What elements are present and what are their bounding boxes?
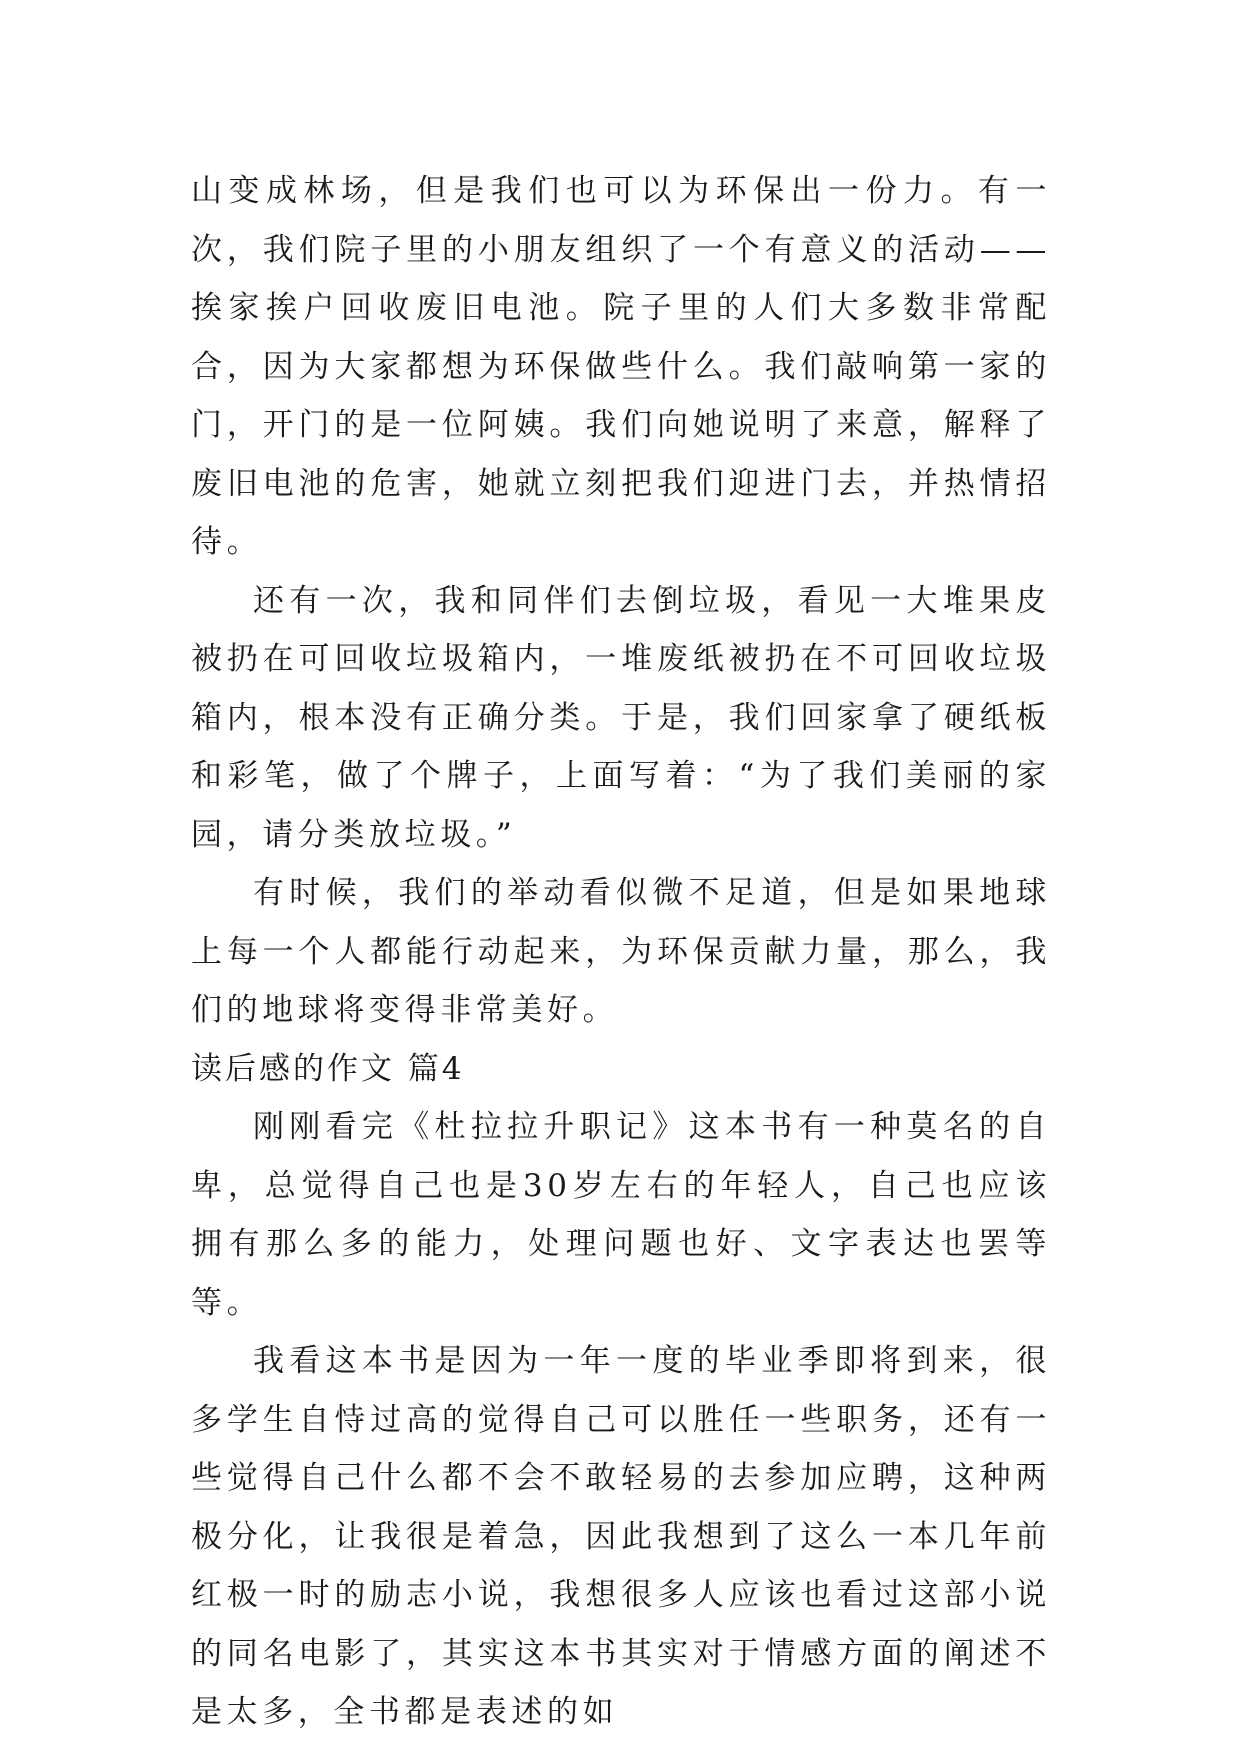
paragraph-book-intro: 刚刚看完《杜拉拉升职记》这本书有一种莫名的自卑，总觉得自己也是30岁左右的年轻人，自己也应该拥有那么多的能力，处理问题也好、文字表达也罢等等。 (191, 1109, 1051, 1321)
paragraph-book-reason: 我看这本书是因为一年一度的毕业季即将到来，很多学生自恃过高的觉得自己可以胜任一些职务，还有一些觉得自己什么都不会不敢轻易的去参加应聘，这种两极分化，让我很是着急，因此我想到了这么一本几年前红极一时的励志小说，我想很多人应该也看过这部小说的同名电影了，其实这本书其实对于情感方面的阐述不是太多，全书都是表述的如 (191, 1343, 1051, 1730)
paragraph-garbage-sorting: 还有一次，我和同伴们去倒垃圾，看见一大堆果皮被扔在可回收垃圾箱内，一堆废纸被扔在不可回收垃圾箱内，根本没有正确分类。于是，我们回家拿了硬纸板和彩笔，做了个牌子，上面写着：“为了我们美丽的家园，请分类放垃圾。” (191, 582, 1051, 853)
document-body (191, 162, 1051, 1742)
paragraph-continued: 山变成林场，但是我们也可以为环保出一份力。有一次，我们院子里的小朋友组织了一个有意义的活动——挨家挨户回收废旧电池。院子里的人们大多数非常配合，因为大家都想为环保做些什么。我们敲响第一家的门，开门的是一位阿姨。我们向她说明了来意，解释了废旧电池的危害，她就立刻把我们迎进门去，并热情招待。 (191, 173, 1051, 560)
section-heading: 读后感的作文 篇4 (191, 1050, 465, 1087)
paragraph-conclusion: 有时候，我们的举动看似微不足道，但是如果地球上每一个人都能行动起来，为环保贡献力量，那么，我们的地球将变得非常美好。 (191, 875, 1051, 1028)
